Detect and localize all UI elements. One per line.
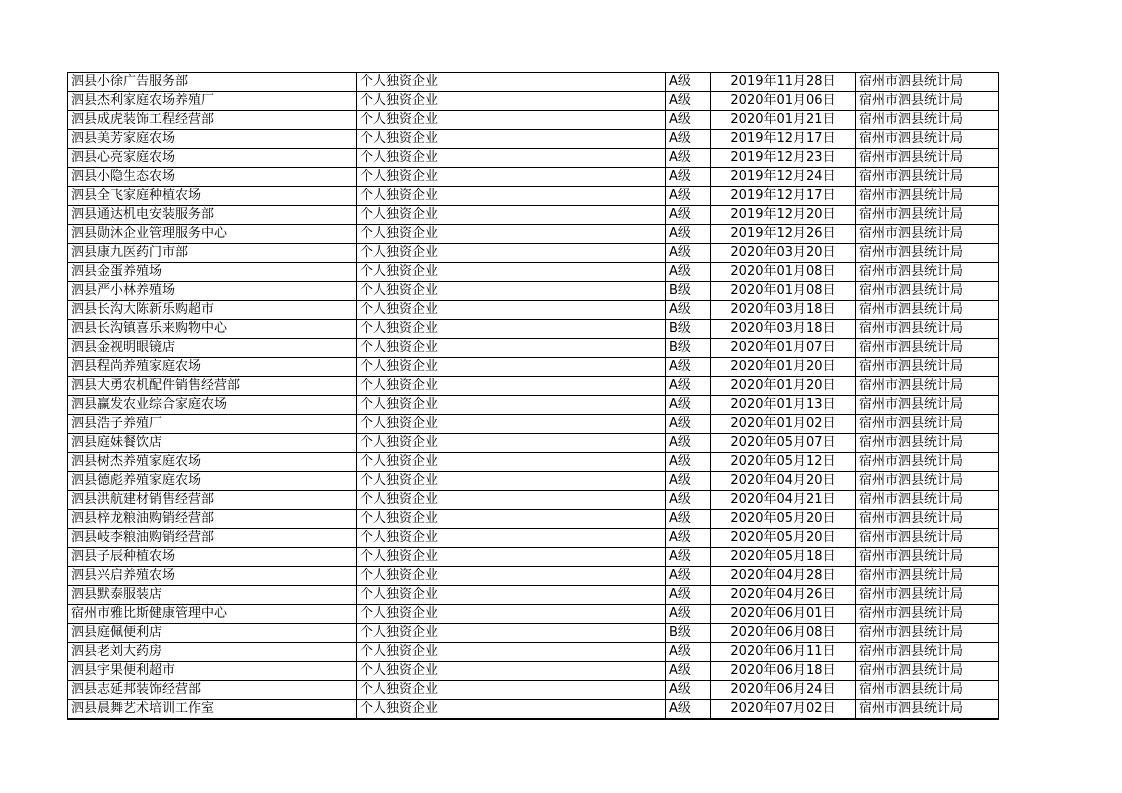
rating-agency-cell: 宿州市泗县统计局 — [856, 73, 999, 92]
rating-date-cell: 2020年06月08日 — [711, 624, 856, 643]
credit-grade-cell: A级 — [666, 111, 711, 130]
rating-agency-cell: 宿州市泗县统计局 — [856, 586, 999, 605]
rating-agency-cell: 宿州市泗县统计局 — [856, 415, 999, 434]
enterprise-type-cell: 个人独资企业 — [357, 149, 666, 168]
enterprise-name-cell: 泗县大勇农机配件销售经营部 — [68, 377, 357, 396]
rating-agency-cell: 宿州市泗县统计局 — [856, 320, 999, 339]
enterprise-type-cell: 个人独资企业 — [357, 396, 666, 415]
rating-date-cell: 2020年06月18日 — [711, 662, 856, 681]
enterprise-type-cell: 个人独资企业 — [357, 681, 666, 700]
rating-agency-cell: 宿州市泗县统计局 — [856, 548, 999, 567]
credit-grade-cell: A级 — [666, 510, 711, 529]
enterprise-name-cell: 泗县勋沐企业管理服务中心 — [68, 225, 357, 244]
table-row — [68, 92, 999, 111]
rating-date-cell: 2020年03月18日 — [711, 320, 856, 339]
table-row — [68, 586, 999, 605]
rating-agency-cell: 宿州市泗县统计局 — [856, 605, 999, 624]
enterprise-name-cell: 泗县全飞家庭种植农场 — [68, 187, 357, 206]
rating-date-cell: 2020年01月02日 — [711, 415, 856, 434]
rating-date-cell: 2020年01月20日 — [711, 358, 856, 377]
enterprise-name-cell: 泗县通达机电安装服务部 — [68, 206, 357, 225]
table-row — [68, 396, 999, 415]
credit-grade-cell: A级 — [666, 149, 711, 168]
rating-date-cell: 2020年06月01日 — [711, 605, 856, 624]
enterprise-name-cell: 泗县子辰种植农场 — [68, 548, 357, 567]
rating-agency-cell: 宿州市泗县统计局 — [856, 225, 999, 244]
table-row — [68, 73, 999, 92]
rating-date-cell: 2020年04月21日 — [711, 491, 856, 510]
enterprise-name-cell: 泗县老刘大药房 — [68, 643, 357, 662]
table-row — [68, 225, 999, 244]
rating-date-cell: 2020年01月20日 — [711, 377, 856, 396]
enterprise-name-cell: 泗县浩子养殖厂 — [68, 415, 357, 434]
rating-date-cell: 2020年05月20日 — [711, 529, 856, 548]
rating-date-cell: 2020年05月18日 — [711, 548, 856, 567]
rating-date-cell: 2019年12月20日 — [711, 206, 856, 225]
enterprise-type-cell: 个人独资企业 — [357, 339, 666, 358]
enterprise-name-cell: 泗县小隐生态农场 — [68, 168, 357, 187]
credit-grade-cell: B级 — [666, 320, 711, 339]
credit-grade-cell: A级 — [666, 548, 711, 567]
rating-agency-cell: 宿州市泗县统计局 — [856, 529, 999, 548]
rating-date-cell: 2020年01月07日 — [711, 339, 856, 358]
credit-grade-cell: A级 — [666, 206, 711, 225]
enterprise-type-cell: 个人独资企业 — [357, 472, 666, 491]
table-row — [68, 377, 999, 396]
rating-agency-cell: 宿州市泗县统计局 — [856, 472, 999, 491]
credit-grade-cell: B级 — [666, 282, 711, 301]
enterprise-type-cell: 个人独资企业 — [357, 548, 666, 567]
rating-agency-cell: 宿州市泗县统计局 — [856, 434, 999, 453]
rating-date-cell: 2020年01月08日 — [711, 282, 856, 301]
rating-agency-cell: 宿州市泗县统计局 — [856, 700, 999, 720]
credit-grade-cell: A级 — [666, 358, 711, 377]
table-row — [68, 358, 999, 377]
rating-agency-cell: 宿州市泗县统计局 — [856, 263, 999, 282]
table-row — [68, 149, 999, 168]
table-row — [68, 453, 999, 472]
rating-date-cell: 2020年04月26日 — [711, 586, 856, 605]
credit-grade-cell: A级 — [666, 700, 711, 720]
rating-agency-cell: 宿州市泗县统计局 — [856, 567, 999, 586]
credit-grade-cell: A级 — [666, 643, 711, 662]
rating-date-cell: 2020年03月18日 — [711, 301, 856, 320]
table-row — [68, 567, 999, 586]
rating-agency-cell: 宿州市泗县统计局 — [856, 339, 999, 358]
rating-agency-cell: 宿州市泗县统计局 — [856, 187, 999, 206]
rating-agency-cell: 宿州市泗县统计局 — [856, 662, 999, 681]
rating-agency-cell: 宿州市泗县统计局 — [856, 491, 999, 510]
enterprise-type-cell: 个人独资企业 — [357, 111, 666, 130]
rating-agency-cell: 宿州市泗县统计局 — [856, 681, 999, 700]
enterprise-type-cell: 个人独资企业 — [357, 358, 666, 377]
enterprise-type-cell: 个人独资企业 — [357, 301, 666, 320]
rating-agency-cell: 宿州市泗县统计局 — [856, 510, 999, 529]
rating-date-cell: 2020年05月07日 — [711, 434, 856, 453]
rating-agency-cell: 宿州市泗县统计局 — [856, 358, 999, 377]
table-row — [68, 320, 999, 339]
rating-date-cell: 2020年03月20日 — [711, 244, 856, 263]
enterprise-type-cell: 个人独资企业 — [357, 320, 666, 339]
enterprise-type-cell: 个人独资企业 — [357, 282, 666, 301]
enterprise-name-cell: 泗县金蛋养殖场 — [68, 263, 357, 282]
enterprise-type-cell: 个人独资企业 — [357, 415, 666, 434]
rating-date-cell: 2020年07月02日 — [711, 700, 856, 720]
enterprise-type-cell: 个人独资企业 — [357, 453, 666, 472]
enterprise-type-cell: 个人独资企业 — [357, 187, 666, 206]
enterprise-type-cell: 个人独资企业 — [357, 377, 666, 396]
enterprise-name-cell: 泗县兴启养殖农场 — [68, 567, 357, 586]
table-row — [68, 434, 999, 453]
rating-date-cell: 2019年12月17日 — [711, 187, 856, 206]
credit-grade-cell: A级 — [666, 681, 711, 700]
rating-date-cell: 2020年01月06日 — [711, 92, 856, 111]
credit-grade-cell: A级 — [666, 396, 711, 415]
table-row — [68, 282, 999, 301]
rating-agency-cell: 宿州市泗县统计局 — [856, 168, 999, 187]
enterprise-type-cell: 个人独资企业 — [357, 510, 666, 529]
rating-agency-cell: 宿州市泗县统计局 — [856, 244, 999, 263]
enterprise-type-cell: 个人独资企业 — [357, 643, 666, 662]
credit-grade-cell: A级 — [666, 225, 711, 244]
rating-date-cell: 2020年06月11日 — [711, 643, 856, 662]
table-row — [68, 263, 999, 282]
table-row — [68, 662, 999, 681]
enterprise-name-cell: 泗县康九医药门市部 — [68, 244, 357, 263]
rating-agency-cell: 宿州市泗县统计局 — [856, 453, 999, 472]
enterprise-name-cell: 泗县严小林养殖场 — [68, 282, 357, 301]
table-row — [68, 643, 999, 662]
enterprise-type-cell: 个人独资企业 — [357, 434, 666, 453]
credit-grade-cell: A级 — [666, 92, 711, 111]
enterprise-name-cell: 泗县庭妹餐饮店 — [68, 434, 357, 453]
enterprise-name-cell: 泗县宇果便利超市 — [68, 662, 357, 681]
table-row — [68, 244, 999, 263]
rating-agency-cell: 宿州市泗县统计局 — [856, 149, 999, 168]
credit-grade-cell: A级 — [666, 586, 711, 605]
rating-date-cell: 2019年12月24日 — [711, 168, 856, 187]
table-row — [68, 624, 999, 643]
rating-agency-cell: 宿州市泗县统计局 — [856, 111, 999, 130]
table-row — [68, 111, 999, 130]
table-row — [68, 510, 999, 529]
rating-agency-cell: 宿州市泗县统计局 — [856, 624, 999, 643]
rating-date-cell: 2020年01月08日 — [711, 263, 856, 282]
rating-agency-cell: 宿州市泗县统计局 — [856, 282, 999, 301]
credit-grade-cell: A级 — [666, 244, 711, 263]
rating-date-cell: 2020年04月20日 — [711, 472, 856, 491]
credit-grade-cell: A级 — [666, 73, 711, 92]
enterprise-type-cell: 个人独资企业 — [357, 168, 666, 187]
table-row — [68, 681, 999, 700]
credit-grade-cell: B级 — [666, 339, 711, 358]
enterprise-type-cell: 个人独资企业 — [357, 662, 666, 681]
rating-date-cell: 2020年06月24日 — [711, 681, 856, 700]
credit-grade-cell: A级 — [666, 377, 711, 396]
table-row — [68, 415, 999, 434]
rating-agency-cell: 宿州市泗县统计局 — [856, 130, 999, 149]
enterprise-credit-table — [67, 72, 999, 720]
rating-agency-cell: 宿州市泗县统计局 — [856, 92, 999, 111]
enterprise-name-cell: 泗县美芳家庭农场 — [68, 130, 357, 149]
credit-grade-cell: A级 — [666, 263, 711, 282]
enterprise-type-cell: 个人独资企业 — [357, 700, 666, 720]
table-body — [68, 73, 999, 720]
rating-date-cell: 2019年12月26日 — [711, 225, 856, 244]
table-row — [68, 339, 999, 358]
enterprise-type-cell: 个人独资企业 — [357, 130, 666, 149]
table-row — [68, 168, 999, 187]
table-row — [68, 472, 999, 491]
rating-date-cell: 2020年01月13日 — [711, 396, 856, 415]
rating-date-cell: 2020年05月12日 — [711, 453, 856, 472]
credit-grade-cell: A级 — [666, 453, 711, 472]
table-row — [68, 491, 999, 510]
enterprise-name-cell: 泗县德彪养殖家庭农场 — [68, 472, 357, 491]
enterprise-name-cell: 泗县树杰养殖家庭农场 — [68, 453, 357, 472]
enterprise-type-cell: 个人独资企业 — [357, 206, 666, 225]
credit-grade-cell: A级 — [666, 301, 711, 320]
enterprise-name-cell: 宿州市雅比斯健康管理中心 — [68, 605, 357, 624]
table-row — [68, 548, 999, 567]
enterprise-type-cell: 个人独资企业 — [357, 263, 666, 282]
enterprise-name-cell: 泗县心亮家庭农场 — [68, 149, 357, 168]
rating-date-cell: 2019年11月28日 — [711, 73, 856, 92]
credit-grade-cell: A级 — [666, 168, 711, 187]
credit-grade-cell: A级 — [666, 567, 711, 586]
enterprise-type-cell: 个人独资企业 — [357, 567, 666, 586]
enterprise-type-cell: 个人独资企业 — [357, 244, 666, 263]
rating-agency-cell: 宿州市泗县统计局 — [856, 643, 999, 662]
credit-grade-cell: A级 — [666, 529, 711, 548]
enterprise-name-cell: 泗县梓龙粮油购销经营部 — [68, 510, 357, 529]
table-row — [68, 529, 999, 548]
table-row — [68, 700, 999, 720]
enterprise-name-cell: 泗县长沟镇喜乐来购物中心 — [68, 320, 357, 339]
enterprise-type-cell: 个人独资企业 — [357, 73, 666, 92]
rating-agency-cell: 宿州市泗县统计局 — [856, 377, 999, 396]
enterprise-name-cell: 泗县成虎装饰工程经营部 — [68, 111, 357, 130]
rating-agency-cell: 宿州市泗县统计局 — [856, 396, 999, 415]
rating-agency-cell: 宿州市泗县统计局 — [856, 301, 999, 320]
credit-grade-cell: A级 — [666, 662, 711, 681]
enterprise-type-cell: 个人独资企业 — [357, 624, 666, 643]
enterprise-name-cell: 泗县杰利家庭农场养殖厂 — [68, 92, 357, 111]
rating-agency-cell: 宿州市泗县统计局 — [856, 206, 999, 225]
table-row — [68, 605, 999, 624]
rating-date-cell: 2019年12月17日 — [711, 130, 856, 149]
enterprise-name-cell: 泗县默泰服装店 — [68, 586, 357, 605]
enterprise-name-cell: 泗县晨舞艺术培训工作室 — [68, 700, 357, 720]
rating-date-cell: 2019年12月23日 — [711, 149, 856, 168]
credit-grade-cell: A级 — [666, 415, 711, 434]
credit-grade-cell: B级 — [666, 624, 711, 643]
enterprise-type-cell: 个人独资企业 — [357, 605, 666, 624]
credit-grade-cell: A级 — [666, 491, 711, 510]
table-row — [68, 206, 999, 225]
enterprise-name-cell: 泗县岐李粮油购销经营部 — [68, 529, 357, 548]
enterprise-name-cell: 泗县小徐广告服务部 — [68, 73, 357, 92]
table-row — [68, 301, 999, 320]
credit-grade-cell: A级 — [666, 130, 711, 149]
enterprise-name-cell: 泗县金视明眼镜店 — [68, 339, 357, 358]
enterprise-type-cell: 个人独资企业 — [357, 491, 666, 510]
credit-grade-cell: A级 — [666, 472, 711, 491]
enterprise-name-cell: 泗县洪航建材销售经营部 — [68, 491, 357, 510]
enterprise-name-cell: 泗县长沟大陈新乐购超市 — [68, 301, 357, 320]
credit-grade-cell: A级 — [666, 434, 711, 453]
credit-grade-cell: A级 — [666, 605, 711, 624]
enterprise-name-cell: 泗县庭佩便利店 — [68, 624, 357, 643]
enterprise-type-cell: 个人独资企业 — [357, 92, 666, 111]
table-row — [68, 130, 999, 149]
table-row — [68, 187, 999, 206]
enterprise-type-cell: 个人独资企业 — [357, 529, 666, 548]
rating-date-cell: 2020年01月21日 — [711, 111, 856, 130]
enterprise-name-cell: 泗县赢发农业综合家庭农场 — [68, 396, 357, 415]
enterprise-type-cell: 个人独资企业 — [357, 225, 666, 244]
enterprise-type-cell: 个人独资企业 — [357, 586, 666, 605]
rating-date-cell: 2020年04月28日 — [711, 567, 856, 586]
enterprise-name-cell: 泗县程尚养殖家庭农场 — [68, 358, 357, 377]
credit-grade-cell: A级 — [666, 187, 711, 206]
enterprise-name-cell: 泗县志延邦装饰经营部 — [68, 681, 357, 700]
rating-date-cell: 2020年05月20日 — [711, 510, 856, 529]
